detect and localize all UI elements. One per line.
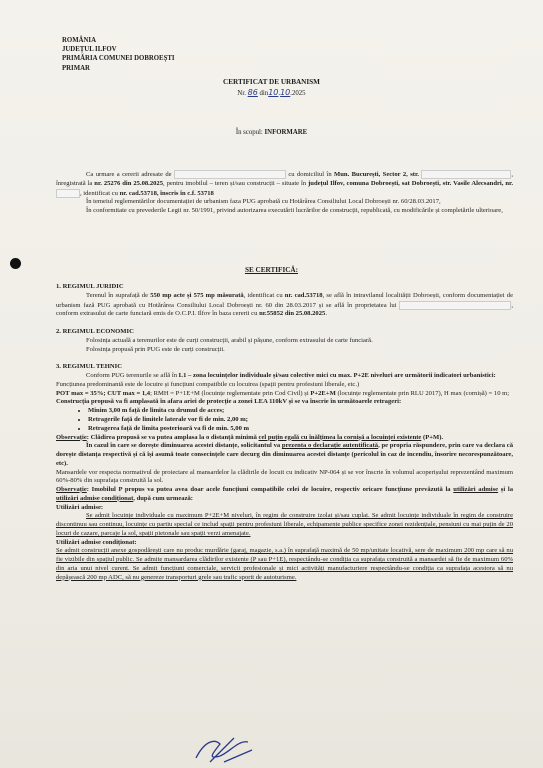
- certificate-month: 10: [280, 88, 291, 97]
- signature-mark: [190, 732, 260, 766]
- allowed-uses-title: Utilizări admise:: [56, 503, 104, 511]
- observation-2: Observație: Imobilul P propus va putea avea doar acele funcțiuni compatibile celei de locuire, respectiv oricare funcțiune prevăzută la utilizări admise și la utilizări admise condiționat, după cum urmează:: [56, 486, 513, 502]
- s2-paragraph-2: Folosința propusă prin PUG este de curți construcții.: [86, 345, 225, 353]
- header-mayor: PRIMAR: [62, 64, 90, 72]
- conditional-uses-text: Se admit construcții anexe gospodărești care nu produc murdărie (garaj, magazie, s.a.) în suprafață maximă de 50 mp/unitate locativă, sere de maximum 200 mp care să nu fie vizibile din spațiul public. Se admite mansardarea clădirilor existente (P sau P+1E), respectându-se condiția ca suprafața construită a mansardei să fie de maximum 60% din aria unui nivel curent. Se admit funcțiuni comerciale, servicii profesionale și mici activități manufacturiere respectându-se condiția ca suprafața acestora să nu depășească 200 mp ADC, să nu genereze transporturi grele sau trafic sporit de autoturisme.: [56, 547, 513, 581]
- s1-title: 1. REGIMUL JURIDIC: [56, 283, 124, 290]
- allowed-uses-text: Se admit locuințe individuale cu maximum P+2E+M niveluri, în regim de construire izolat și/sau cuplat. Se admit locuințe individuale în regim de construire discontinuu sau continuu, locuințe cu partiu special ce includ spații pentru profesiuni liberale, echipamente publice specifice zonei rezidențiale, pensiuni cu mai puțin de 20 locuri de cazare, parcaje la sol, spații pietonale sau spații verzi amenajate.: [56, 512, 513, 537]
- list-item: • Minim 3,00 m față de limita cu drumul de acces;: [88, 407, 513, 416]
- intro-section: [56, 170, 513, 216]
- s3-paragraph-5: Mansardele vor respecta normativul de proiectare al mansardelor la clădirile de locuit cu indicativ NP-064 și se vor înscrie în volumul acoperișului reprezentând maximum 60%-80% din suprafața construită la sol.: [56, 468, 513, 485]
- list-item: • Retragerile față de limitele laterale vor fi de min. 2,00 m;: [88, 416, 513, 425]
- redacted-name: [174, 170, 286, 179]
- s3-indicators: POT max = 35%; CUT max = 1,4; RMH = P+1E+M (locuințe reglementate prin Cod Civil) și P+2E+M (locuințe reglementate prin RLU 2017), H max (cornișă) = 10 m;: [56, 389, 510, 397]
- header-city-hall: PRIMĂRIA COMUNEI DOBROEȘTI: [62, 55, 175, 63]
- intro-paragraph-1: Ca urmare a cererii adresate de cu domiciliul în Mun. București, Sector 2, str. , înregistrată la nr. 25276 din 25.08.2025, pentru imobilul – teren și/sau construcții – situate în județul Ilfov, comuna Dobroești, sat Dobroești, str. Vasile Alecsandri, nr. , identificat cu nr. cad.53718, înscris în c.f. 53718: [56, 171, 514, 197]
- s2-title: 2. REGIMUL ECONOMIC: [56, 328, 134, 336]
- certificate-day: 10: [268, 88, 279, 97]
- header-country: ROMÂNIA: [62, 37, 96, 44]
- setback-list: [56, 407, 513, 433]
- s3-paragraph-4: În cazul în care se dorește diminuarea acestei distanțe, solicitantul va prezenta o declarație autentificată, pe propria răspundere, prin care va declara că dorește distanța respectivă și că își asumă toate consecințele care decurg din diminuarea acestei distanțe (pericolul în caz de incendiu, însorire necorespunzătoare, etc).: [56, 442, 513, 467]
- intro-paragraph-3: În conformitate cu prevederile Legii nr. 50/1991, privind autorizarea executării lucrărilor de construcții, republicată, cu modificările și completările ulterioare,: [86, 207, 503, 215]
- certificate-number-line: Nr. 86 din10.10.2025: [237, 88, 306, 97]
- s3-paragraph-2: Funcțiunea predominantă este de locuire și funcțiuni compatibile cu locuirea (spații pentru profesiuni liberale, etc.): [56, 380, 360, 388]
- issuer-header: [62, 36, 175, 73]
- s3-paragraph-1: Conform PUG terenurile se află în L1 – zona locuințelor individuale și/sau colective mici cu max. P+2E niveluri are următorii indicatori urbanistici:: [86, 372, 496, 380]
- redacted-number: [56, 189, 80, 198]
- purpose-value: INFORMARE: [264, 129, 308, 136]
- observation-1: Observație: Clădirea propusă se va putea amplasa la o distanță minimă cel puțin egală cu înălțimea la cornișă a locuinței existente (P+M).: [56, 433, 444, 441]
- redacted-street: [421, 170, 511, 179]
- list-item: • Retragerea față de limita posterioară va fi de min. 5,00 m: [88, 425, 513, 434]
- s2-paragraph-1: Folosința actuală a terenurilor este de curți construcții, arabil și pășune, conform extrasului de carte funciară.: [86, 336, 373, 344]
- regime-sections: [56, 276, 513, 583]
- s3-paragraph-3: Construcția propusă va fi amplasată în afara ariei de protecție a zonei LEA 110kV și se va înscrie în următoarele retrageri:: [56, 398, 402, 406]
- certificate-year: 2025: [291, 90, 306, 97]
- certifies-heading: SE CERTIFICĂ:: [244, 266, 299, 274]
- s3-title: 3. REGIMUL TEHNIC: [56, 363, 123, 371]
- header-county: JUDEȚUL ILFOV: [62, 46, 117, 54]
- s1-paragraph: Terenul în suprafață de 550 mp acte și 575 mp măsurată, identificat cu nr. cad.53718, se află în intravilanul localității Dobroești, conform documentației de urbanism fază PUG aprobată cu Hotărârea Consiliului Local Dobroești nr. 60 din 28.03.2017 și se află în proprietatea lui , conform extrasului de carte funciară emis de O.C.P.I. Ilfov în baza cererii cu nr.55852 din 25.08.2025.: [56, 291, 514, 318]
- certificate-number: 86: [247, 88, 258, 97]
- certificate-title: CERTIFICAT DE URBANISM: [223, 78, 320, 86]
- redacted-owner: [399, 301, 511, 310]
- purpose-line: În scopul: INFORMARE: [235, 129, 308, 136]
- conditional-uses-title: Utilizări admise condiționat:: [56, 538, 137, 546]
- intro-paragraph-2: În temeiul reglementărilor documentației de urbanism faza PUG aprobată cu Hotărârea Consiliului Local Dobroești nr. 60/28.03.2017,: [86, 198, 441, 206]
